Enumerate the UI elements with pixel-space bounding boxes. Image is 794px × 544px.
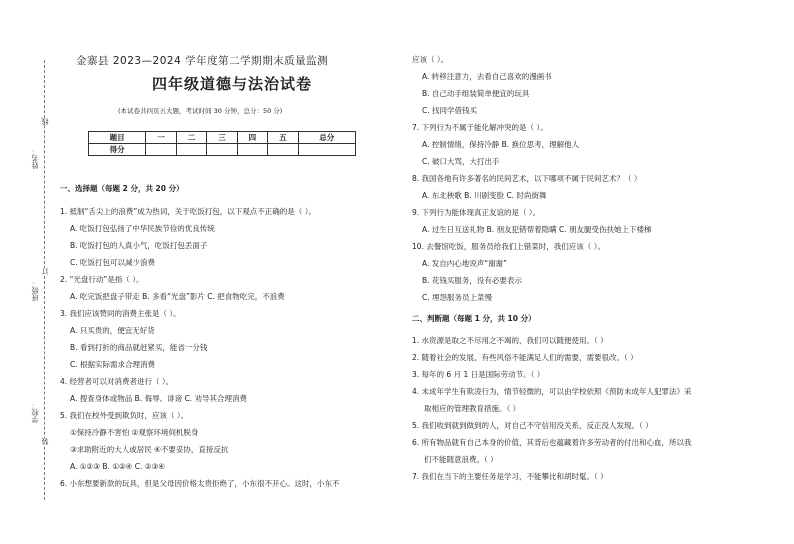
section-choice-heading: 一、选择题（每题 2 分，共 20 分） [60,184,184,193]
question-line: 3. 我们应该赞同的消费主张是（ ）。 [60,309,181,318]
question-line: A. 搜查身体或物品 B. 侮辱、诽谤 C. 劝导其合理消费 [70,394,247,403]
question-line: 7. 我们在当下的主要任务是学习，不能攀比和胡时髦。（ ） [412,472,608,481]
binding-mark-staple: 订 [41,268,49,275]
question-line: 8. 我国各地有许多著名的民间艺术，以下哪项不属于民间艺术？（ ） [412,174,642,183]
score-cell: 题目 [89,132,146,144]
question-line: A. 只买贵的，便宜无好货 [70,326,155,335]
question-line: 9. 下列行为能体现真正友谊的是（ ）。 [412,208,541,217]
question-line: 1. 抵制“舌尖上的浪费”成为热词，关于吃饭打包，以下观点不正确的是（ ）。 [60,207,316,216]
question-line: 6. 小东想要新款的玩具，但是父母因价格太贵拒绝了，小东很不开心。这时，小东不 [60,479,340,488]
question-line: 4. 经营者可以对消费者进行（ ）。 [60,377,174,386]
score-cell: 一 [146,132,176,144]
question-line: 2. 随着社会的发展，有些风俗不能满足人们的需要，需要很改。（ ） [412,353,638,362]
question-line: 2. “光盘行动”是指（ ）。 [60,275,144,284]
score-input-cell[interactable] [146,144,176,156]
question-line: 5. 我们收到就到做到的人，对自己不守信用没关系，反正没人发现。（ ） [412,421,653,430]
question-line: ①保持冷静不害怕 ②观察环境伺机脱身 [70,428,199,437]
question-line: A. 东北秧歌 B. 川剧变脸 C. 时尚街舞 [422,191,547,200]
question-line: A. 吃完饭把盘子带走 B. 多看“光盘”影片 C. 把食物吃完，不浪费 [70,292,285,301]
binding-label-name: 姓名： [31,148,39,169]
question-line: C. 埋怨服务员上菜慢 [422,293,493,302]
question-line: C. 根据实际需求合理消费 [70,360,156,369]
question-line: 取相应的管理教育措施。（ ） [424,404,521,413]
binding-mark-bind: 装 [41,438,49,445]
score-input-cell[interactable] [207,144,237,156]
binding-mark-line: 线 [41,118,49,125]
question-line: 10. 去餐馆吃饭，服务员给我们上错菜时，我们应该（ ）。 [412,242,605,251]
question-line: 7. 下列行为不属于能化解冲突的是（ ）。 [412,123,548,132]
question-line: B. 自己动手组装简单便宜的玩具 [422,89,530,98]
question-line: 5. 我们在校外受到欺负时，应该（ ）。 [60,411,189,420]
question-line: ③求助附近的大人或居民 ④不要妥协，直接反抗 [70,445,229,454]
question-line: 6. 所有物品就有自己本身的价值，其背后也蕴藏着许多劳动者的付出和心血，所以我 [412,438,692,447]
binding-dashed-line [44,60,45,500]
question-line: A. 转移注意力，去看自己喜欢的漫画书 [422,72,552,81]
score-input-cell[interactable] [298,144,355,156]
question-line: A. 吃饭打包弘扬了中华民族节俭的优良传统 [70,224,215,233]
question-line: A. ①②③ B. ①②④ C. ②③④ [70,462,165,471]
question-line: 4. 未成年学生有欺凌行为，情节轻微的，可以由学校依照《预防未成年人犯罪法》采 [412,387,692,396]
question-line: A. 控制情绪，保持冷静 B. 换位思考，理解他人 [422,140,580,149]
score-table [88,131,356,156]
score-input-cell[interactable] [268,144,298,156]
score-input-cell[interactable] [176,144,206,156]
question-line: C. 吃饭打包可以减少浪费 [70,258,156,267]
binding-label-school: 学校： [31,402,39,423]
binding-strip [0,0,50,544]
score-cell: 四 [237,132,267,144]
score-cell: 二 [176,132,206,144]
question-line: A. 发自内心地说声“谢谢” [422,259,508,268]
question-line: 们不能随意浪费。（ ） [424,455,498,464]
score-cell: 得分 [89,144,146,156]
section-judgment-heading: 二、判断题（每题 1 分，共 10 分） [412,314,536,323]
score-table-score-row [89,144,356,156]
exam-title-line1: 金寨县 2023—2024 学年度第二学期期末质量监测 [76,55,329,67]
question-line: B. 吃饭打包的人真小气，吃饭打包丢面子 [70,241,208,250]
score-cell: 三 [207,132,237,144]
question-line: 3. 每年的 6 月 1 日是国际劳动节。（ ） [412,370,545,379]
score-cell: 总分 [298,132,355,144]
exam-note: (本试卷共四页五大题，考试时间 30 分钟，总分：50 分) [118,107,283,115]
score-table-header-row [89,132,356,144]
question-line: 1. 水资源是取之不尽用之不竭的，我们可以随便使用。（ ） [412,336,608,345]
score-input-cell[interactable] [237,144,267,156]
question-line: A. 过生日互送礼物 B. 朋友犯错帮着隐瞒 C. 朋友腿受伤扶她上下楼梯 [422,225,652,234]
score-cell: 五 [268,132,298,144]
question-line: C. 破口大骂，大打出手 [422,157,500,166]
binding-label-class: 班级： [31,280,39,301]
question-line: 应该（ ）。 [412,55,449,64]
question-line: B. 花钱买服务，没有必要表示 [422,276,522,285]
question-line: C. 找同学借钱买 [422,106,478,115]
question-line: B. 看到打折的商品就赶紧买，能省一分钱 [70,343,208,352]
exam-title: 四年级道德与法治试卷 [152,75,313,93]
